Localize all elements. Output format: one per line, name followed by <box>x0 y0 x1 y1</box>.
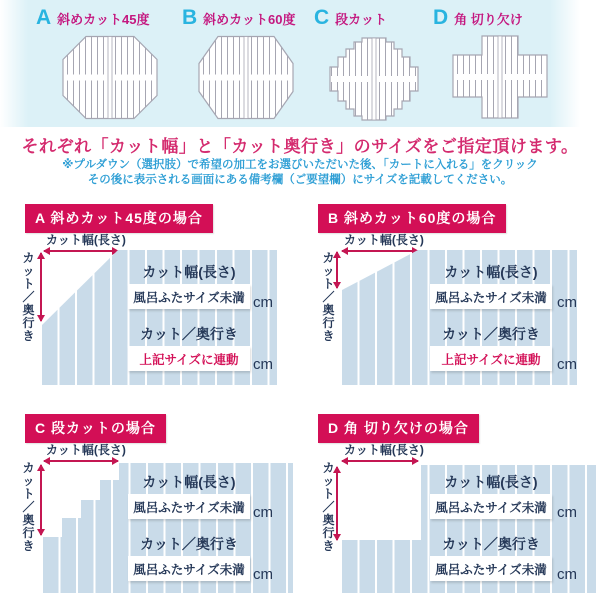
cut-depth-value-box: 風呂ふたサイズ未満 <box>430 556 552 581</box>
preview-head-a <box>36 7 150 29</box>
cut-depth-value-box: 風呂ふたサイズ未満 <box>128 556 250 581</box>
cut-depth-label: カット／奥行き <box>322 461 335 553</box>
inner-cut-width-label: カット幅(長さ) <box>444 264 538 280</box>
cut-depth-unit: cm <box>557 356 577 373</box>
option-letter-c: C <box>314 6 330 29</box>
cut-depth-unit: cm <box>253 356 273 373</box>
option-letter-d: D <box>433 6 449 29</box>
option-letter-a: A <box>36 6 52 29</box>
cut-depth-arrow <box>336 252 338 288</box>
cut-width-value-box: 風呂ふたサイズ未満 <box>128 494 250 519</box>
cut-width-arrow <box>342 460 418 462</box>
inner-cut-depth-label: カット／奥行き <box>442 326 540 342</box>
diagonal-cut-60-preview-icon <box>198 35 294 120</box>
cut-width-unit: cm <box>253 294 273 311</box>
cut-type-overview-band <box>0 0 600 127</box>
cut-width-label: カット幅(長さ) <box>46 443 126 457</box>
panel-a-title-banner: A 斜めカット45度の場合 <box>25 204 213 233</box>
inner-cut-depth-label: カット／奥行き <box>140 326 238 342</box>
panel-c-title-banner: C 段カットの場合 <box>25 414 166 443</box>
cut-depth-value-box: 上記サイズに連動 <box>430 346 552 371</box>
cut-depth-arrow <box>336 467 338 540</box>
inner-cut-width-label: カット幅(長さ) <box>142 474 236 490</box>
cut-depth-unit: cm <box>253 566 273 583</box>
inner-cut-depth-label: カット／奥行き <box>442 536 540 552</box>
step-cut-preview-icon <box>326 37 422 121</box>
option-label-b: 斜めカット60度 <box>203 12 296 27</box>
panel-diagonal-60 <box>300 195 600 405</box>
cut-width-value-box: 風呂ふたサイズ未満 <box>128 284 250 309</box>
panel-corner-notch <box>300 405 600 600</box>
cut-depth-arrow <box>40 465 42 535</box>
cut-width-label: カット幅(長さ) <box>344 443 424 457</box>
cut-width-unit: cm <box>253 504 273 521</box>
panel-diagonal-45 <box>0 195 300 405</box>
corner-notch-preview-icon <box>452 35 548 119</box>
cut-width-value-box: 風呂ふたサイズ未満 <box>430 284 552 309</box>
inner-cut-width-label: カット幅(長さ) <box>444 474 538 490</box>
panel-d-title-banner: D 角 切り欠けの場合 <box>318 414 479 443</box>
note-line-2: その後に表示される画面にある備考欄（ご要望欄）にサイズを記載してください。 <box>87 174 513 186</box>
cut-width-arrow <box>342 250 418 252</box>
preview-head-c <box>314 7 387 29</box>
cut-depth-unit: cm <box>557 566 577 583</box>
option-label-a: 斜めカット45度 <box>57 12 150 27</box>
cut-width-value-box: 風呂ふたサイズ未満 <box>430 494 552 519</box>
cut-depth-label: カット／奥行き <box>322 251 335 343</box>
cut-width-label: カット幅(長さ) <box>344 233 424 247</box>
cut-depth-label: カット／奥行き <box>22 251 35 343</box>
cut-width-unit: cm <box>557 504 577 521</box>
preview-head-b <box>182 7 296 29</box>
inner-cut-width-label: カット幅(長さ) <box>142 264 236 280</box>
panel-step-cut <box>0 405 300 600</box>
cut-depth-label: カット／奥行き <box>22 461 35 553</box>
panel-b-title-banner: B 斜めカット60度の場合 <box>318 204 506 233</box>
cut-depth-arrow <box>40 253 42 321</box>
option-label-d: 角 切り欠け <box>454 12 523 27</box>
size-specify-headline: それぞれ「カット幅」と「カット奥行き」のサイズをご指定頂けます。 <box>21 137 579 156</box>
option-letter-b: B <box>182 6 198 29</box>
note-line-1: ※プルダウン（選択肢）で希望の加工をお選びいただいた後、「カートに入れる」をクリック <box>62 159 538 171</box>
diagonal-cut-45-preview-icon <box>62 35 158 120</box>
preview-head-d <box>433 7 523 29</box>
ordering-instructions-note <box>0 158 600 188</box>
inner-cut-depth-label: カット／奥行き <box>140 536 238 552</box>
cut-width-unit: cm <box>557 294 577 311</box>
cut-width-arrow <box>44 250 118 252</box>
cut-depth-value-box: 上記サイズに連動 <box>128 346 250 371</box>
cut-width-label: カット幅(長さ) <box>46 233 126 247</box>
cut-width-arrow <box>44 460 118 462</box>
option-label-c: 段カット <box>335 12 388 27</box>
